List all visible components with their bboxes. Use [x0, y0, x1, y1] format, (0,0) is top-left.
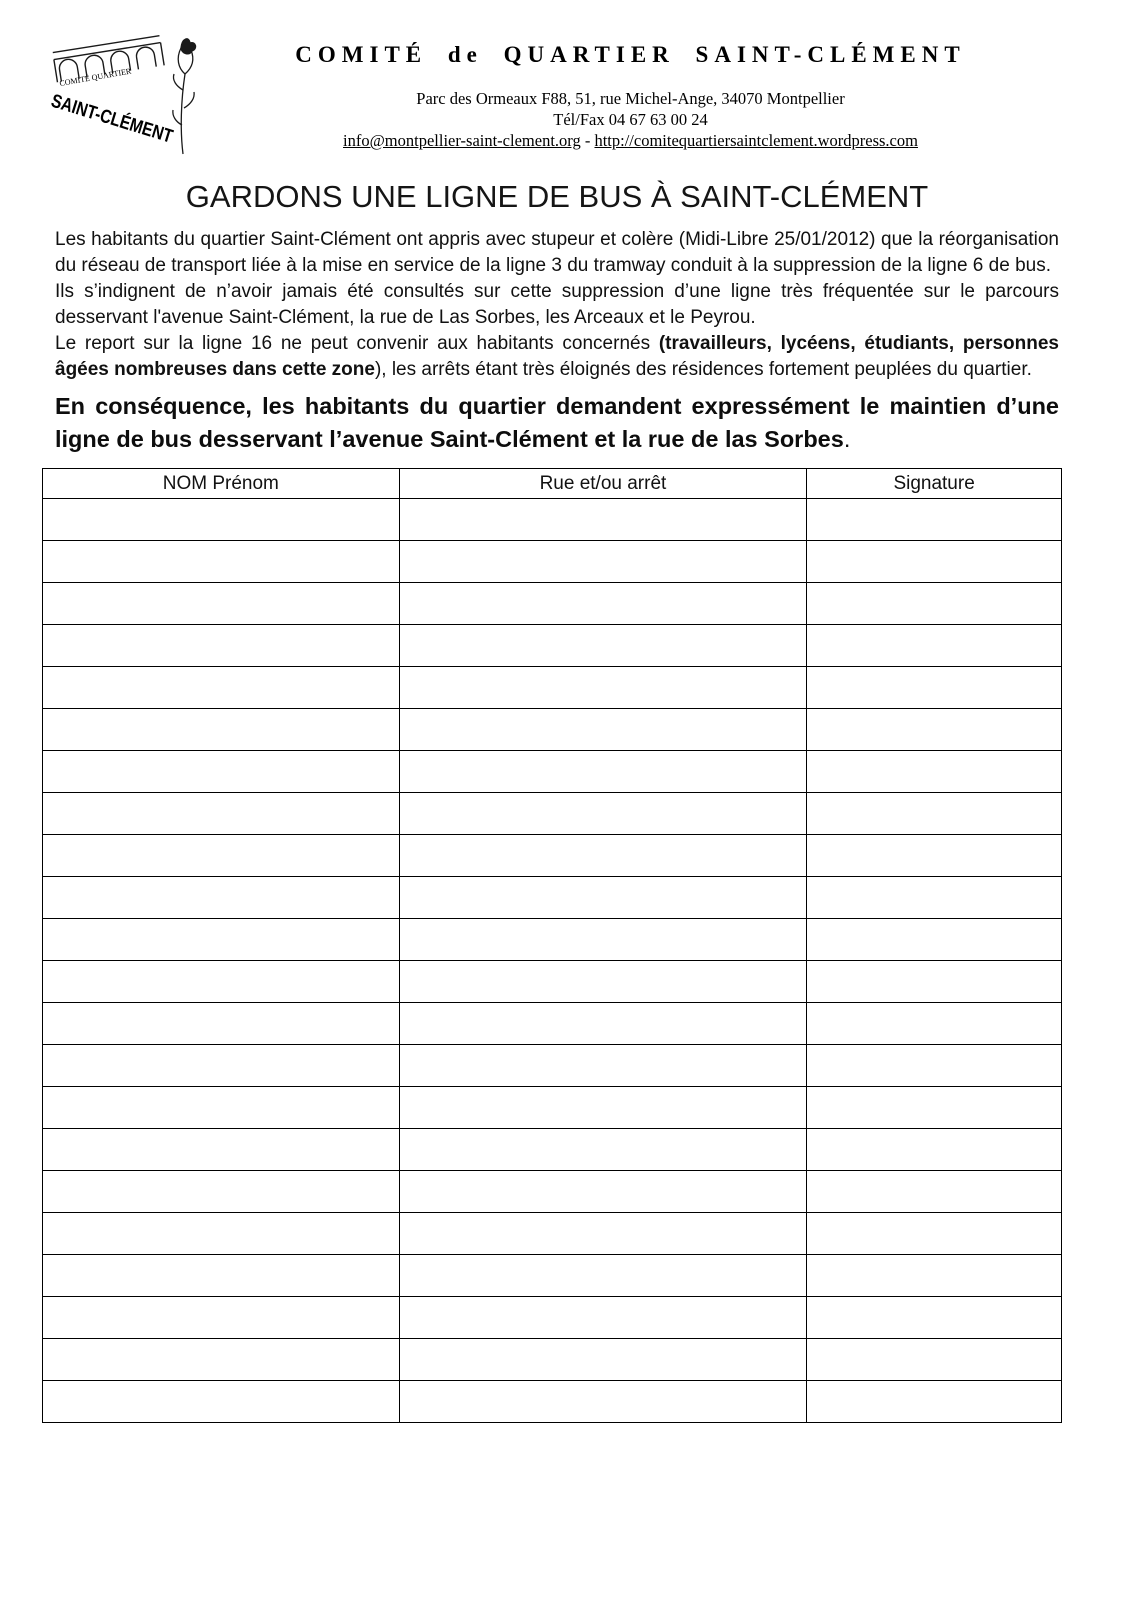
- street-or-stop-cell: [399, 961, 807, 1003]
- signature-row: [43, 919, 1062, 961]
- signature-cell: [807, 1087, 1062, 1129]
- signature-cell: [807, 1003, 1062, 1045]
- signature-row: [43, 1087, 1062, 1129]
- name-cell: [43, 583, 400, 625]
- email-link[interactable]: info@montpellier-saint-clement.org: [343, 131, 581, 150]
- signature-cell: [807, 541, 1062, 583]
- signature-row: [43, 541, 1062, 583]
- signature-cell: [807, 1381, 1062, 1423]
- name-cell: [43, 667, 400, 709]
- name-cell: [43, 1213, 400, 1255]
- website-link[interactable]: http://comitequartiersaintclement.wordpress.com: [594, 131, 918, 150]
- name-cell: [43, 1339, 400, 1381]
- name-cell: [43, 961, 400, 1003]
- signature-cell: [807, 667, 1062, 709]
- signature-cell: [807, 1045, 1062, 1087]
- org-title: COMITÉ de QUARTIER SAINT-CLÉMENT: [295, 42, 966, 67]
- signature-cell: [807, 583, 1062, 625]
- text-segment: Le report sur la ligne 16 ne peut convenir aux habitants concernés: [55, 333, 659, 354]
- conclusion-paragraph: [55, 390, 1059, 456]
- signature-row: [43, 1129, 1062, 1171]
- intro-paragraph: [55, 227, 1059, 279]
- street-or-stop-cell: [399, 877, 807, 919]
- signature-cell: [807, 919, 1062, 961]
- name-cell: [43, 919, 400, 961]
- name-cell: [43, 625, 400, 667]
- street-or-stop-cell: [399, 1255, 807, 1297]
- column-header-signature: Signature: [807, 469, 1062, 499]
- logo-small-text: COMITÉ QUARTIER: [58, 66, 132, 88]
- column-header-nom-prenom: NOM Prénom: [43, 469, 400, 499]
- street-or-stop-cell: [399, 1297, 807, 1339]
- street-or-stop-cell: [399, 541, 807, 583]
- signature-cell: [807, 709, 1062, 751]
- street-or-stop-cell: [399, 1339, 807, 1381]
- street-or-stop-cell: [399, 919, 807, 961]
- signature-row: [43, 835, 1062, 877]
- signature-row: [43, 751, 1062, 793]
- name-cell: [43, 1255, 400, 1297]
- text-segment: En conséquence, les habitants du quartier demandent expressément le maintien d’une ligne de bus desservant l’avenue Saint-Clément et la rue de las Sorbes: [55, 393, 1059, 452]
- link-separator: -: [580, 131, 595, 150]
- signature-row: [43, 1339, 1062, 1381]
- street-or-stop-cell: [399, 625, 807, 667]
- logo-main-text: SAINT-CLÉMENT: [48, 90, 198, 156]
- text-segment: .: [843, 426, 851, 452]
- street-or-stop-cell: [399, 835, 807, 877]
- phone-line: Tél/Fax 04 67 63 00 24: [553, 110, 708, 129]
- signature-row: [43, 499, 1062, 541]
- signature-cell: [807, 1171, 1062, 1213]
- signature-cell: [807, 877, 1062, 919]
- signature-cell: [807, 751, 1062, 793]
- street-or-stop-cell: [399, 793, 807, 835]
- name-cell: [43, 541, 400, 583]
- committee-logo-icon: [48, 30, 198, 158]
- document-header: [0, 0, 1131, 163]
- signature-row: [43, 1255, 1062, 1297]
- tree-sketch: [173, 39, 196, 154]
- signature-cell: [807, 1297, 1062, 1339]
- name-cell: [43, 877, 400, 919]
- signature-row: [43, 961, 1062, 1003]
- table-header-row: [43, 469, 1062, 499]
- street-or-stop-cell: [399, 709, 807, 751]
- page-title: GARDONS UNE LIGNE DE BUS À SAINT-CLÉMENT: [185, 179, 929, 214]
- text-segment: (travailleurs, lycéens, étudiants, personnes âgées nombreuses dans cette zone: [55, 333, 1059, 380]
- column-header-rue-arret: Rue et/ou arrêt: [399, 469, 807, 499]
- street-or-stop-cell: [399, 1087, 807, 1129]
- signature-cell: [807, 961, 1062, 1003]
- document-body: [0, 179, 1131, 1423]
- signature-row: [43, 1213, 1062, 1255]
- name-cell: [43, 1381, 400, 1423]
- signature-cell: [807, 1255, 1062, 1297]
- text-segment: Les habitants du quartier Saint-Clément ont appris avec stupeur et colère (Midi-Libre 25/01/2012) que la réorganisation du réseau de transport liée à la mise en service de la ligne 3 du tramway conduit à la suppression de la ligne 6 de bus.: [55, 229, 1059, 276]
- street-or-stop-cell: [399, 1381, 807, 1423]
- name-cell: [43, 709, 400, 751]
- name-cell: [43, 1129, 400, 1171]
- name-cell: [43, 835, 400, 877]
- street-or-stop-cell: [399, 1045, 807, 1087]
- signature-row: [43, 667, 1062, 709]
- name-cell: [43, 1045, 400, 1087]
- signature-row: [43, 709, 1062, 751]
- signature-cell: [807, 835, 1062, 877]
- signature-row: [43, 1297, 1062, 1339]
- signature-cell: [807, 1339, 1062, 1381]
- signature-row: [43, 1045, 1062, 1087]
- name-cell: [43, 499, 400, 541]
- street-or-stop-cell: [399, 1171, 807, 1213]
- intro-paragraphs: [55, 227, 1059, 383]
- signature-row: [43, 877, 1062, 919]
- text-segment: ), les arrêts étant très éloignés des résidences fortement peuplées du quartier.: [374, 359, 1032, 380]
- signature-row: [43, 793, 1062, 835]
- intro-paragraph: [55, 331, 1059, 383]
- links-line: [200, 130, 1061, 151]
- signature-table: [42, 468, 1062, 1423]
- signature-cell: [807, 793, 1062, 835]
- header-text-block: [200, 30, 1061, 163]
- signature-cell: [807, 1213, 1062, 1255]
- name-cell: [43, 793, 400, 835]
- signature-row: [43, 583, 1062, 625]
- signature-row: [43, 625, 1062, 667]
- street-or-stop-cell: [399, 667, 807, 709]
- text-segment: Ils s’indignent de n’avoir jamais été consultés sur cette suppression d’une ligne très fréquentée sur le parcours desservant l'avenue Saint-Clément, la rue de Las Sorbes, les Arceaux et le Peyrou.: [55, 281, 1059, 328]
- logo-box: [48, 30, 200, 163]
- address-line: Parc des Ormeaux F88, 51, rue Michel-Ange, 34070 Montpellier: [416, 89, 845, 108]
- street-or-stop-cell: [399, 499, 807, 541]
- name-cell: [43, 1003, 400, 1045]
- street-or-stop-cell: [399, 1213, 807, 1255]
- signature-cell: [807, 499, 1062, 541]
- street-or-stop-cell: [399, 1129, 807, 1171]
- signature-cell: [807, 625, 1062, 667]
- address-block: [200, 88, 1061, 151]
- street-or-stop-cell: [399, 583, 807, 625]
- name-cell: [43, 1297, 400, 1339]
- signature-row: [43, 1003, 1062, 1045]
- name-cell: [43, 1171, 400, 1213]
- name-cell: [43, 1087, 400, 1129]
- signature-row: [43, 1171, 1062, 1213]
- name-cell: [43, 751, 400, 793]
- signature-cell: [807, 1129, 1062, 1171]
- street-or-stop-cell: [399, 1003, 807, 1045]
- street-or-stop-cell: [399, 751, 807, 793]
- signature-row: [43, 1381, 1062, 1423]
- intro-paragraph: [55, 279, 1059, 331]
